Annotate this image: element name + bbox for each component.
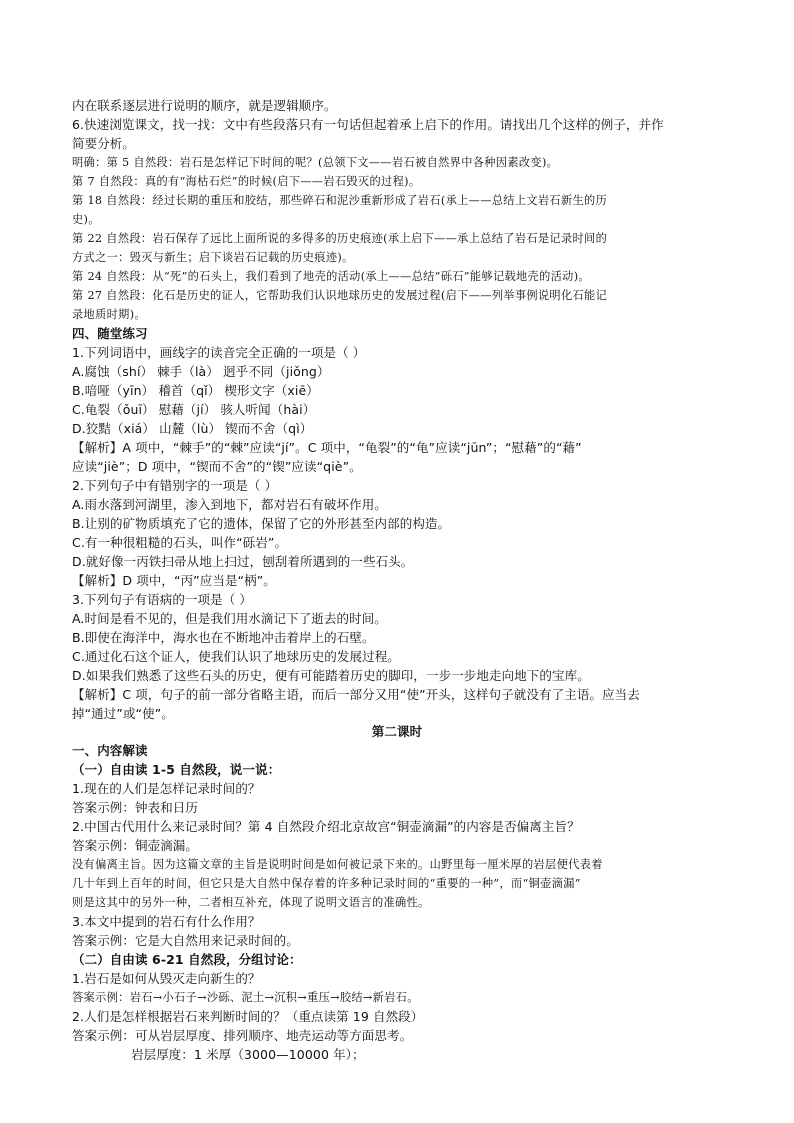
option-line: D.如果我们熟悉了这些石头的历史，便有可能踏着历史的脚印，一步一步地走向地下的宝库。 xyxy=(72,668,590,683)
indented-line: 岩层厚度：1 米厚（3000—10000 年）； xyxy=(131,1047,365,1062)
option-line: A.时间是看不见的，但是我们用水滴记下了逝去的时间。 xyxy=(72,611,387,626)
question-line: 2.中国古代用什么来记录时间？第 4 自然段介绍北京故宫“铜壶滴漏”的内容是否偏离主旨？ xyxy=(72,819,580,834)
exercise-question: 2.下列句子中有错别字的一项是（ ） xyxy=(72,478,278,493)
analysis-line: 【解析】A 项中，“棘手”的“棘”应读“jí”。C 项中，“龟裂”的“龟”应读“jūn”；“慰藉”的“藉” xyxy=(72,440,582,455)
option-line: A.雨水落到河湖里，渗入到地下，都对岩石有破坏作用。 xyxy=(72,497,387,512)
answer-line: 史)。 xyxy=(72,213,100,226)
answer-line: 答案示例：钟表和日历 xyxy=(72,800,199,815)
option-line: C.有一种很粗糙的石头，叫作“砾岩”。 xyxy=(72,535,288,550)
answer-line: 答案示例：可从岩层厚度、排列顺序、地壳运动等方面思考。 xyxy=(72,1028,413,1043)
answer-line: 答案示例：铜壶滴漏。 xyxy=(72,838,199,853)
analysis-line: 掉“通过”或“使”。 xyxy=(72,706,174,721)
exercise-question: 1.下列词语中，画线字的读音完全正确的一项是（ ） xyxy=(72,345,366,360)
exercise-question: 3.下列句子有语病的一项是（ ） xyxy=(72,592,253,607)
question-6: 6.快速浏览课文，找一找：文中有些段落只有一句话但起着承上启下的作用。请找出几个这样的例子，并作 xyxy=(72,117,664,132)
answer-line: 答案示例：岩石→小石子→沙砾、泥土→沉积→重压→胶结→新岩石。 xyxy=(72,991,419,1004)
text-line: 内在联系逐层进行说明的顺序，就是逻辑顺序。 xyxy=(72,98,337,113)
option-line: D.狡黠（xiá） 山麓（lù） 锲而不舍（qì） xyxy=(72,421,313,436)
answer-line: 答案示例：它是大自然用来记录时间的。 xyxy=(72,933,299,948)
explanation-line: 没有偏离主旨。因为这篇文章的主旨是说明时间是如何被记录下来的。山野里每一厘米厚的岩层便代表着 xyxy=(72,858,603,871)
explanation-line: 则是这其中的另外一种，二者相互补充，体现了说明文语言的准确性。 xyxy=(72,896,430,909)
question-line: 3.本文中提到的岩石有什么作用？ xyxy=(72,914,261,929)
analysis-line: 应读“jiè”；D 项中，“锲而不舍”的“锲”应读“qiè”。 xyxy=(72,459,362,474)
question-line: 2.人们是怎样根据岩石来判断时间的？（重点读第 19 自然段） xyxy=(72,1009,424,1024)
answer-line: 第 22 自然段：岩石保存了远比上面所说的多得多的历史痕迹(承上启下——承上总结了岩石是记录时间的 xyxy=(72,232,608,245)
answer-line: 第 7 自然段：真的有“海枯石烂”的时候(启下——岩石毁灭的过程)。 xyxy=(72,175,421,188)
option-line: C.龟裂（ǒuī） 慰藉（jí） 骇人听闻（hài） xyxy=(72,402,316,417)
answer-line: 第 24 自然段：从“死”的石头上，我们看到了地壳的活动(承上——总结“砾石”能够记载地壳的活动)。 xyxy=(72,270,590,283)
option-line: B.让别的矿物质填充了它的遗体，保留了它的外形甚至内部的构造。 xyxy=(72,516,451,531)
text-line: 简要分析。 xyxy=(72,136,136,151)
answer-line: 第 27 自然段：化石是历史的证人，它帮助我们认识地球历史的发展过程(启下——列举事例说明化石能记 xyxy=(72,289,608,302)
option-line: B.喑哑（yīn） 稽首（qǐ） 楔形文字（xiē） xyxy=(72,383,319,398)
question-line: 1.现在的人们是怎样记录时间的？ xyxy=(72,781,261,796)
subsection-heading: （二）自由读 6-21 自然段，分组讨论： xyxy=(72,952,302,967)
subsection-heading: （一）自由读 1-5 自然段，说一说： xyxy=(72,762,281,777)
answer-line: 第 18 自然段：经过长期的重压和胶结，那些碎石和泥沙重新形成了岩石(承上——总结上文岩石新生的历 xyxy=(72,194,608,207)
option-line: A.腐蚀（shí） 棘手（là） 迥乎不同（jiǒng） xyxy=(72,364,330,379)
answer-line: 录地质时期)。 xyxy=(72,308,146,321)
section-heading: 一、内容解读 xyxy=(72,743,148,758)
option-line: B.即使在海洋中，海水也在不断地冲击着岸上的石壁。 xyxy=(72,630,375,645)
lesson-title: 第二课时 xyxy=(371,724,423,739)
answer-line: 明确：第 5 自然段：岩石是怎样记下时间的呢？(总领下文——岩石被自然界中各种因素改变)。 xyxy=(72,156,559,169)
option-line: C.通过化石这个证人，使我们认识了地球历史的发展过程。 xyxy=(72,649,400,664)
analysis-line: 【解析】C 项，句子的前一部分省略主语，而后一部分又用“使”开头，这样句子就没有了主语。应当去 xyxy=(72,687,640,702)
question-line: 1.岩石是如何从毁灭走向新生的？ xyxy=(72,971,261,986)
option-line: D.就好像一丙铁扫帚从地上扫过，刨刮着所遇到的一些石头。 xyxy=(72,554,414,569)
analysis-line: 【解析】D 项中，“丙”应当是“柄”。 xyxy=(72,573,276,588)
answer-line: 方式之一：毁灭与新生；启下谈岩石记载的历史痕迹)。 xyxy=(72,251,354,264)
explanation-line: 几十年到上百年的时间，但它只是大自然中保存着的许多种记录时间的“重要的一种”，而“铜壶滴漏” xyxy=(72,877,581,890)
section-heading: 四、随堂练习 xyxy=(72,326,148,341)
